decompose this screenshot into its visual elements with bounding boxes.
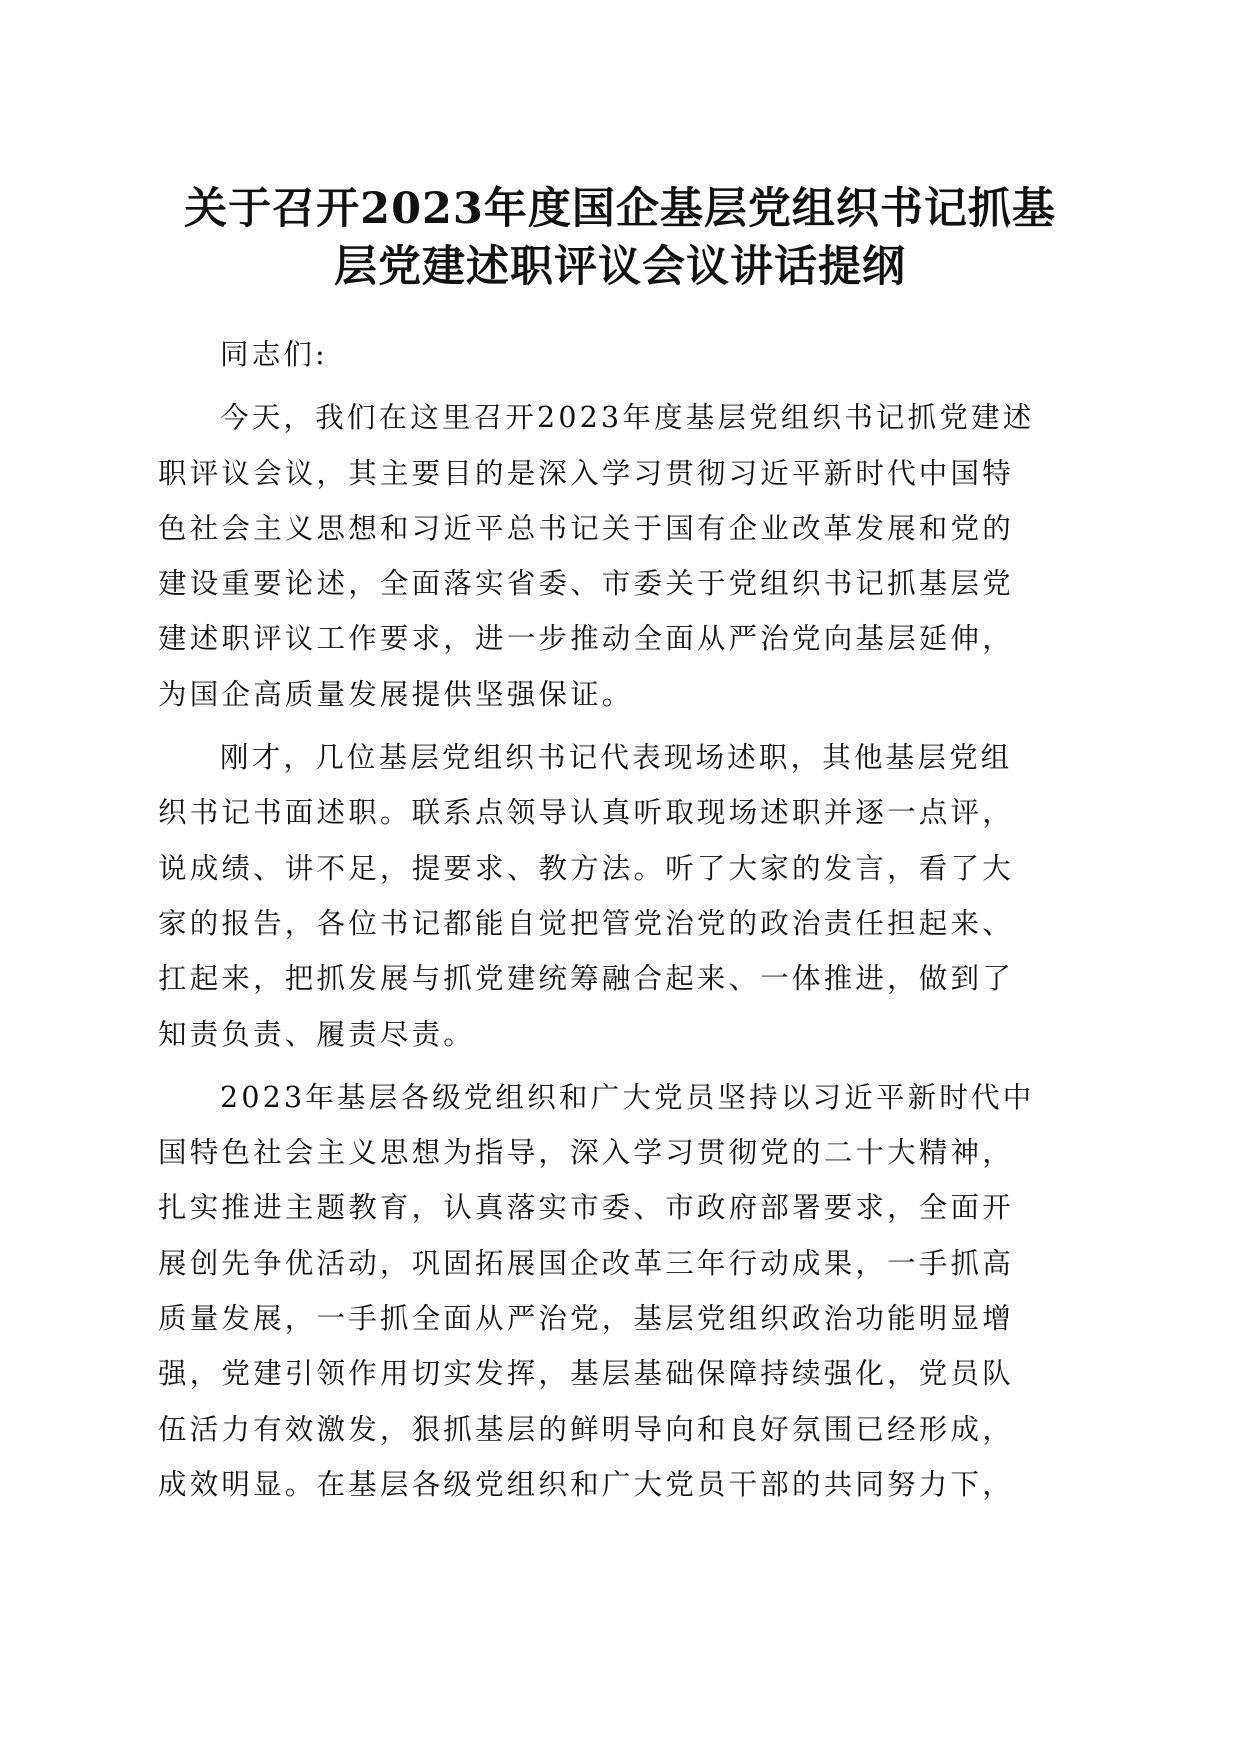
salutation: 同志们: xyxy=(220,338,328,371)
paragraph-line: 国特色社会主义思想为指导，深入学习贯彻党的二十大精神， xyxy=(158,1136,1014,1170)
paragraph-line: 强，党建引领作用切实发挥，基层基础保障持续强化，党员队 xyxy=(158,1357,1014,1391)
paragraph-3 xyxy=(158,1070,1072,1512)
paragraph-line: 成效明显。在基层各级党组织和广大党员干部的共同努力下， xyxy=(158,1467,1014,1501)
paragraph-2 xyxy=(158,730,1072,1062)
paragraph-line: 建述职评议工作要求，进一步推动全面从严治党向基层延伸， xyxy=(158,622,1014,656)
paragraph-line: 色社会主义思想和习近平总书记关于国有企业改革发展和党的 xyxy=(158,511,1014,545)
paragraph-line: 扛起来，把抓发展与抓党建统筹融合起来、一体推进，做到了 xyxy=(158,962,1014,996)
document-title xyxy=(150,180,1090,296)
paragraph-1 xyxy=(158,390,1072,722)
paragraph-line: 职评议会议，其主要目的是深入学习贯彻习近平新时代中国特 xyxy=(158,456,1014,490)
title-line-1: 关于召开2023年度国企基层党组织书记抓基 xyxy=(184,184,1056,234)
paragraph-line: 家的报告，各位书记都能自觉把管党治党的政治责任担起来、 xyxy=(158,906,1014,940)
title-line-2: 层党建述职评议会议讲话提纲 xyxy=(334,242,906,292)
paragraph-line: 知责负责、履责尽责。 xyxy=(158,1017,476,1051)
paragraph-line: 刚才，几位基层党组织书记代表现场述职，其他基层党组 xyxy=(220,741,1013,775)
paragraph-line: 建设重要论述，全面落实省委、市委关于党组织书记抓基层党 xyxy=(158,567,1014,601)
paragraph-line: 扎实推进主题教育，认真落实市委、市政府部署要求，全面开 xyxy=(158,1191,1014,1225)
paragraph-line: 织书记书面述职。联系点领导认真听取现场述职并逐一点评， xyxy=(158,796,1014,830)
document-body xyxy=(158,327,1072,1512)
paragraph-line: 今天，我们在这里召开2023年度基层党组织书记抓党建述 xyxy=(220,401,1035,435)
paragraph-line: 质量发展，一手抓全面从严治党，基层党组织政治功能明显增 xyxy=(158,1302,1014,1336)
paragraph-line: 展创先争优活动，巩固拓展国企改革三年行动成果，一手抓高 xyxy=(158,1246,1014,1280)
paragraph-line: 说成绩、讲不足，提要求、教方法。听了大家的发言，看了大 xyxy=(158,851,1014,885)
paragraph-line: 为国企高质量发展提供坚强保证。 xyxy=(158,677,634,711)
paragraph-line: 伍活力有效激发，狠抓基层的鲜明导向和良好氛围已经形成， xyxy=(158,1412,1014,1446)
paragraph-line: 2023年基层各级党组织和广大党员坚持以习近平新时代中 xyxy=(220,1080,1035,1114)
